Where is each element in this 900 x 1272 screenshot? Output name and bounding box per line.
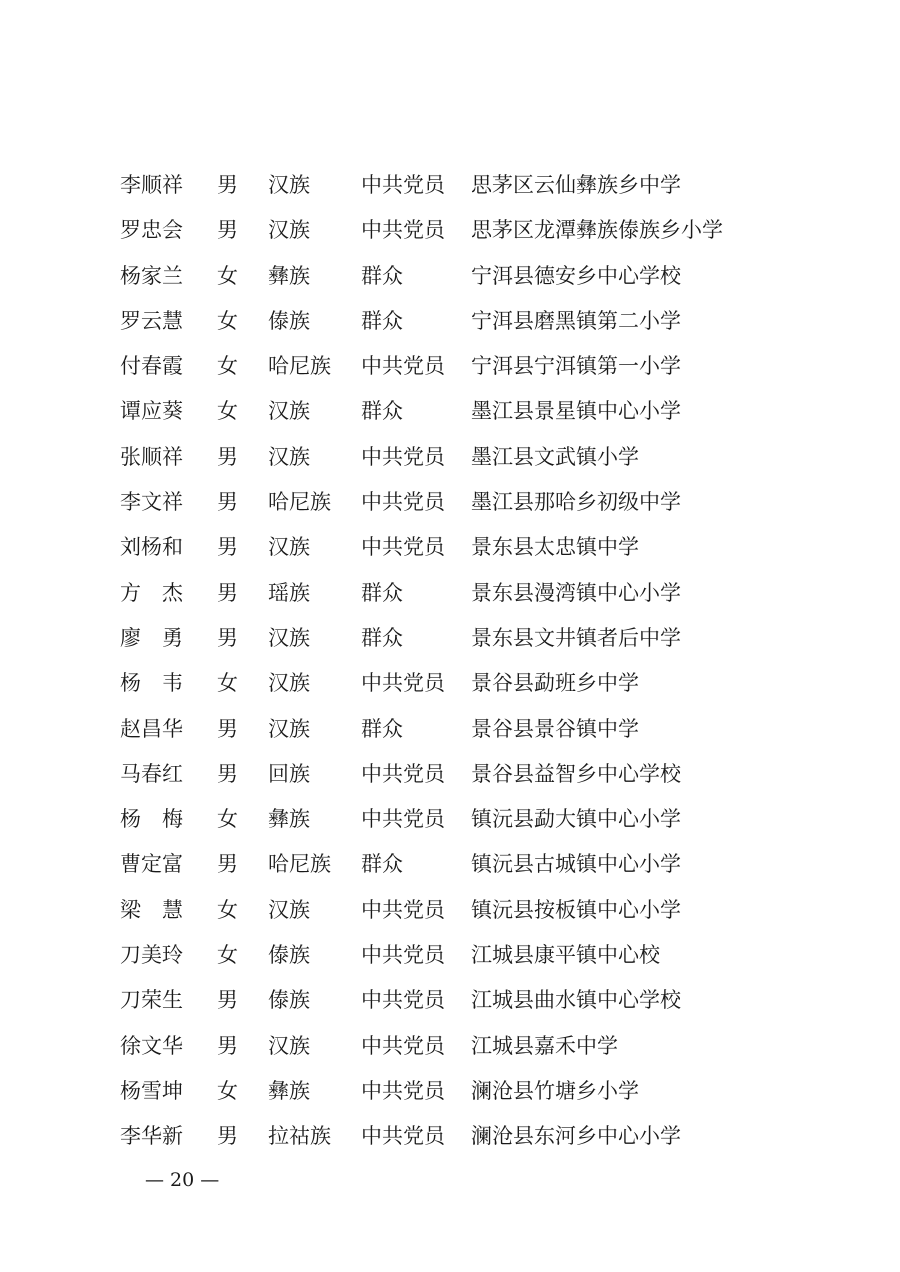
person-name: 梁 慧 xyxy=(120,897,183,922)
roster-row xyxy=(120,487,820,532)
person-political-status: 群众 xyxy=(361,580,403,605)
roster-row xyxy=(120,396,820,441)
person-gender: 女 xyxy=(217,807,238,832)
roster-row xyxy=(120,804,820,849)
person-political-status: 中共党员 xyxy=(361,988,445,1013)
person-political-status: 中共党员 xyxy=(361,490,445,515)
person-name: 杨家兰 xyxy=(120,263,183,288)
person-name: 杨 韦 xyxy=(120,671,183,696)
person-ethnicity: 汉族 xyxy=(268,897,310,922)
person-gender: 女 xyxy=(217,399,238,424)
person-political-status: 中共党员 xyxy=(361,897,445,922)
person-gender: 男 xyxy=(217,580,238,605)
person-ethnicity: 汉族 xyxy=(268,535,310,560)
person-school: 宁洱县磨黑镇第二小学 xyxy=(471,308,681,333)
person-political-status: 群众 xyxy=(361,716,403,741)
person-gender: 男 xyxy=(217,1124,238,1149)
roster-row xyxy=(120,1076,820,1121)
person-gender: 男 xyxy=(217,852,238,877)
person-gender: 男 xyxy=(217,444,238,469)
roster-row xyxy=(120,351,820,396)
roster-row xyxy=(120,306,820,351)
person-name: 杨 梅 xyxy=(120,807,183,832)
person-political-status: 中共党员 xyxy=(361,1033,445,1058)
person-school: 澜沧县竹塘乡小学 xyxy=(471,1078,639,1103)
roster-row xyxy=(120,215,820,260)
roster-list xyxy=(120,170,820,1167)
person-school: 景东县漫湾镇中心小学 xyxy=(471,580,681,605)
roster-row xyxy=(120,623,820,668)
person-political-status: 中共党员 xyxy=(361,444,445,469)
person-school: 景谷县益智乡中心学校 xyxy=(471,761,681,786)
person-gender: 男 xyxy=(217,535,238,560)
person-gender: 男 xyxy=(217,173,238,197)
roster-row xyxy=(120,532,820,577)
person-name: 李顺祥 xyxy=(120,173,183,197)
person-political-status: 中共党员 xyxy=(361,761,445,786)
roster-row xyxy=(120,895,820,940)
person-political-status: 中共党员 xyxy=(361,535,445,560)
roster-row xyxy=(120,985,820,1030)
person-ethnicity: 瑶族 xyxy=(268,580,310,605)
person-ethnicity: 彝族 xyxy=(268,807,310,832)
person-gender: 男 xyxy=(217,1033,238,1058)
person-ethnicity: 汉族 xyxy=(268,625,310,650)
person-name: 刀荣生 xyxy=(120,988,183,1013)
person-gender: 女 xyxy=(217,354,238,379)
person-school: 景东县太忠镇中学 xyxy=(471,535,639,560)
person-school: 镇沅县古城镇中心小学 xyxy=(471,852,681,877)
roster-row xyxy=(120,759,820,804)
roster-row xyxy=(120,578,820,623)
person-political-status: 中共党员 xyxy=(361,354,445,379)
person-political-status: 中共党员 xyxy=(361,671,445,696)
person-ethnicity: 回族 xyxy=(268,761,310,786)
page-number: — 20 — xyxy=(145,1169,220,1191)
person-school: 江城县康平镇中心校 xyxy=(471,943,660,968)
person-gender: 女 xyxy=(217,308,238,333)
person-ethnicity: 傣族 xyxy=(268,943,310,968)
person-name: 杨雪坤 xyxy=(120,1078,183,1103)
person-name: 赵昌华 xyxy=(120,716,183,741)
person-name: 刀美玲 xyxy=(120,943,183,968)
person-gender: 女 xyxy=(217,263,238,288)
person-name: 马春红 xyxy=(120,761,183,786)
person-gender: 女 xyxy=(217,671,238,696)
person-school: 景东县文井镇者后中学 xyxy=(471,625,681,650)
person-ethnicity: 哈尼族 xyxy=(268,490,331,515)
roster-row xyxy=(120,668,820,713)
person-ethnicity: 汉族 xyxy=(268,671,310,696)
person-school: 镇沅县按板镇中心小学 xyxy=(471,897,681,922)
person-school: 墨江县那哈乡初级中学 xyxy=(471,490,681,515)
person-name: 李文祥 xyxy=(120,490,183,515)
person-political-status: 群众 xyxy=(361,399,403,424)
person-school: 墨江县文武镇小学 xyxy=(471,444,639,469)
person-political-status: 群众 xyxy=(361,308,403,333)
person-political-status: 群众 xyxy=(361,263,403,288)
person-ethnicity: 汉族 xyxy=(268,1033,310,1058)
person-school: 江城县曲水镇中心学校 xyxy=(471,988,681,1013)
person-ethnicity: 哈尼族 xyxy=(268,852,331,877)
person-gender: 女 xyxy=(217,943,238,968)
roster-row xyxy=(120,940,820,985)
person-political-status: 中共党员 xyxy=(361,218,445,243)
roster-row xyxy=(120,849,820,894)
person-ethnicity: 汉族 xyxy=(268,716,310,741)
person-school: 宁洱县德安乡中心学校 xyxy=(471,263,681,288)
person-name: 徐文华 xyxy=(120,1033,183,1058)
person-political-status: 群众 xyxy=(361,852,403,877)
person-school: 景谷县勐班乡中学 xyxy=(471,671,639,696)
person-gender: 男 xyxy=(217,625,238,650)
person-school: 景谷县景谷镇中学 xyxy=(471,716,639,741)
person-name: 付春霞 xyxy=(120,354,183,379)
person-political-status: 中共党员 xyxy=(361,1124,445,1149)
person-school: 思茅区龙潭彝族傣族乡小学 xyxy=(471,218,723,243)
person-name: 罗云慧 xyxy=(120,308,183,333)
person-political-status: 群众 xyxy=(361,625,403,650)
person-ethnicity: 汉族 xyxy=(268,444,310,469)
person-name: 李华新 xyxy=(120,1124,183,1149)
person-ethnicity: 拉祜族 xyxy=(268,1124,331,1149)
person-ethnicity: 傣族 xyxy=(268,988,310,1013)
person-gender: 男 xyxy=(217,218,238,243)
person-ethnicity: 哈尼族 xyxy=(268,354,331,379)
person-school: 澜沧县东河乡中心小学 xyxy=(471,1124,681,1149)
person-school: 思茅区云仙彝族乡中学 xyxy=(471,173,681,197)
roster-row xyxy=(120,261,820,306)
person-school: 江城县嘉禾中学 xyxy=(471,1033,618,1058)
person-gender: 女 xyxy=(217,1078,238,1103)
person-gender: 男 xyxy=(217,490,238,515)
person-political-status: 中共党员 xyxy=(361,1078,445,1103)
person-ethnicity: 汉族 xyxy=(268,173,310,197)
person-name: 刘杨和 xyxy=(120,535,183,560)
person-name: 张顺祥 xyxy=(120,444,183,469)
person-ethnicity: 彝族 xyxy=(268,263,310,288)
person-political-status: 中共党员 xyxy=(361,173,445,197)
person-gender: 男 xyxy=(217,761,238,786)
person-political-status: 中共党员 xyxy=(361,943,445,968)
person-school: 宁洱县宁洱镇第一小学 xyxy=(471,354,681,379)
roster-row xyxy=(120,442,820,487)
person-gender: 女 xyxy=(217,897,238,922)
person-name: 曹定富 xyxy=(120,852,183,877)
person-name: 廖 勇 xyxy=(120,625,183,650)
person-school: 镇沅县勐大镇中心小学 xyxy=(471,807,681,832)
roster-row xyxy=(120,170,820,215)
roster-row xyxy=(120,1031,820,1076)
person-gender: 男 xyxy=(217,716,238,741)
person-political-status: 中共党员 xyxy=(361,807,445,832)
roster-row xyxy=(120,1121,820,1166)
person-ethnicity: 傣族 xyxy=(268,308,310,333)
person-name: 谭应葵 xyxy=(120,399,183,424)
person-gender: 男 xyxy=(217,988,238,1013)
person-school: 墨江县景星镇中心小学 xyxy=(471,399,681,424)
person-ethnicity: 汉族 xyxy=(268,218,310,243)
person-ethnicity: 彝族 xyxy=(268,1078,310,1103)
person-name: 方 杰 xyxy=(120,580,183,605)
person-ethnicity: 汉族 xyxy=(268,399,310,424)
roster-row xyxy=(120,714,820,759)
person-name: 罗忠会 xyxy=(120,218,183,243)
